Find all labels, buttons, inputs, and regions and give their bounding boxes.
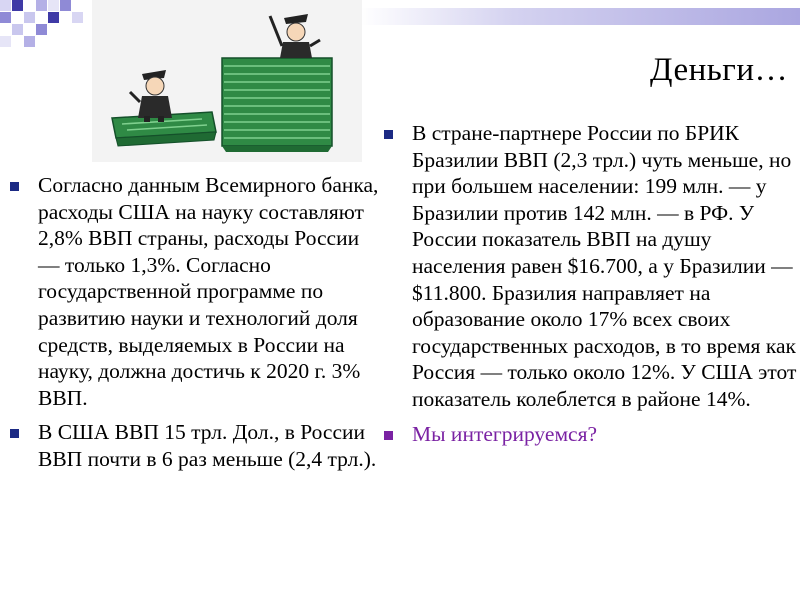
header-gradient-bar — [360, 8, 800, 25]
left-column-text — [10, 172, 380, 481]
bullet-icon — [10, 182, 19, 191]
list-item: Мы интегрируемся? — [384, 421, 799, 448]
graduate-figure-icon — [270, 14, 320, 58]
bullet-icon — [384, 130, 393, 139]
illustration-graduates-money — [92, 0, 362, 162]
list-item: Согласно данным Всемирного банка, расходы США на науку составляют 2,8% ВВП страны, расходы России — только 1,3%. Согласно государственной программе по развитию науки и технологий доля средств, выделяемых в России на науку, должна достичь к 2020 г. 3% ВВП. — [10, 172, 380, 411]
bullet-icon — [384, 431, 393, 440]
money-stack-icon — [222, 58, 332, 152]
graduate-figure-icon — [130, 70, 172, 122]
bullet-icon — [10, 429, 19, 438]
right-column-text — [384, 120, 799, 455]
decorative-checker-pattern — [0, 0, 95, 45]
slide-title: Деньги… — [650, 52, 788, 88]
list-item: В США ВВП 15 трл. Дол., в России ВВП почти в 6 раз меньше (2,4 трл.). — [10, 419, 380, 472]
list-item: В стране-партнере России по БРИК Бразилии ВВП (2,3 трл.) чуть меньше, но при большем населении: 199 млн. — у Бразилии против 142 млн. — в РФ. У России показатель ВВП на душу населения равен $16.700, а у Бразилии — $11.800. Бразилия направляет на образование около 17% всех своих государственных расходов, в то время как Россия — только около 12%. У США этот показатель колеблется в районе 14%. — [384, 120, 799, 413]
